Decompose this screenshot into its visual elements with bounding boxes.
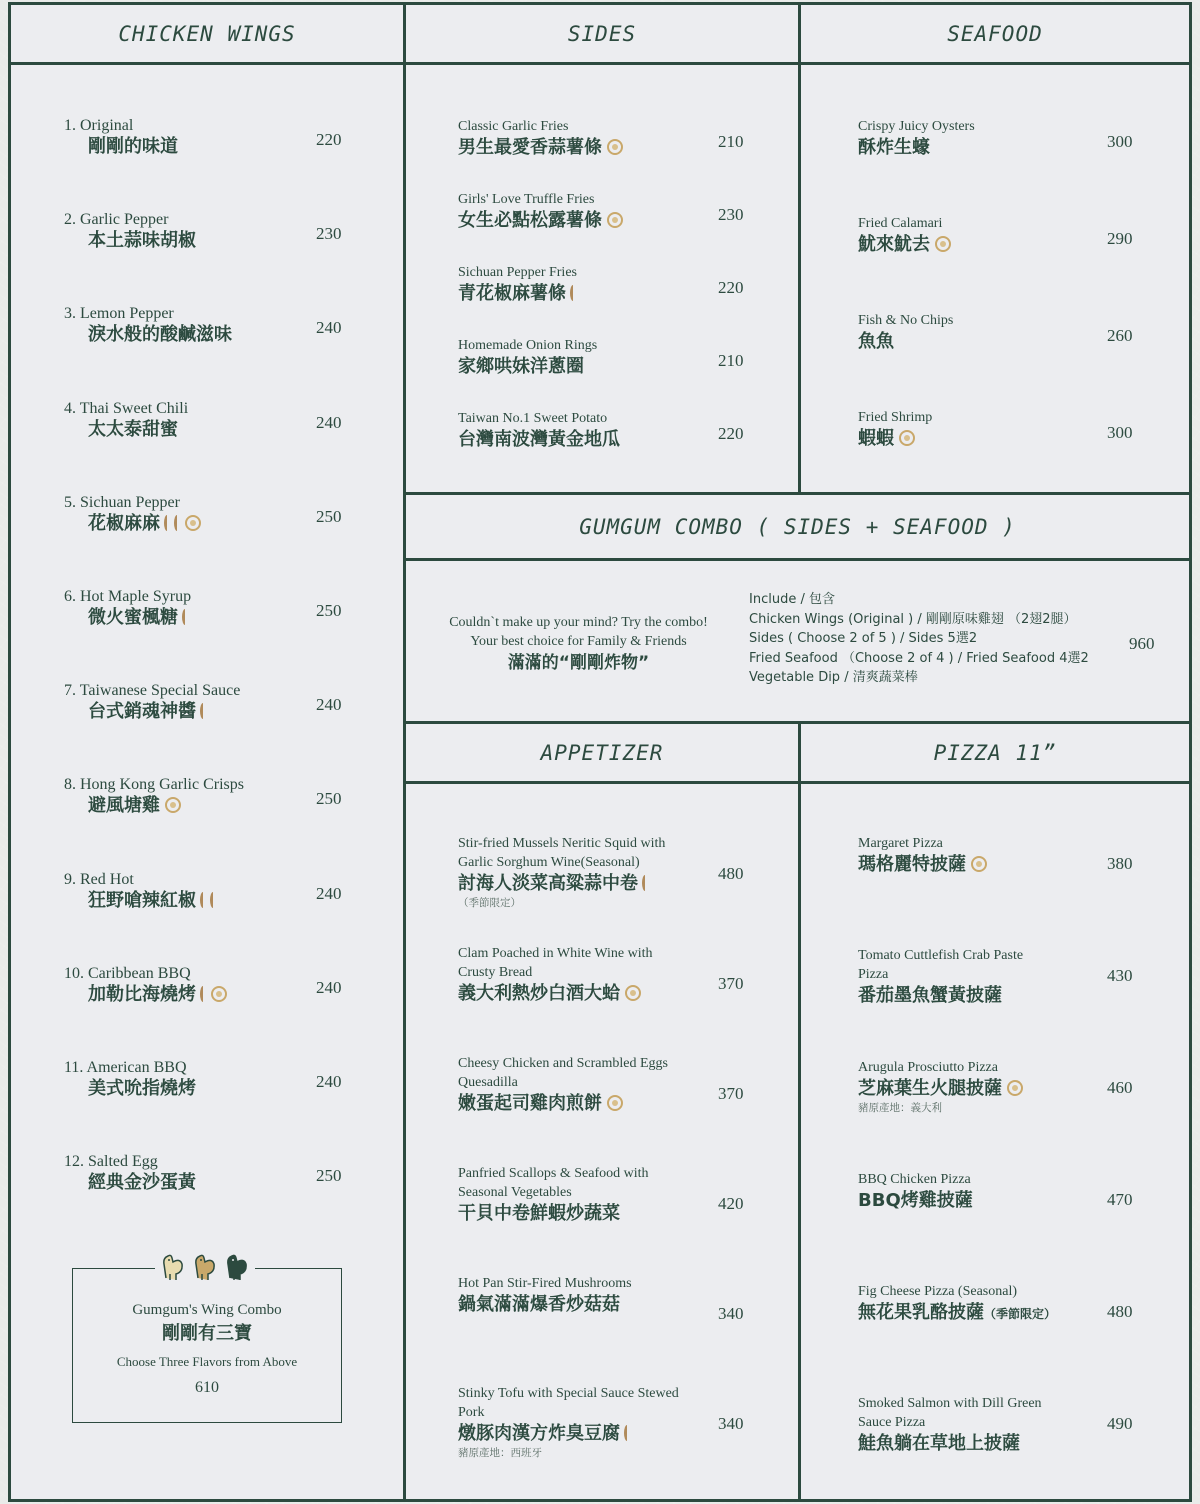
menu-item-name-zh-text: 義大利熱炒白酒大蛤 [458,983,620,1004]
menu-item-name-en: 2. Garlic Pepper [64,211,169,229]
menu-item-name-zh [88,794,403,818]
wing-combo-en: Gumgum's Wing Combo [132,1302,282,1318]
menu-item-name-zh [88,1077,403,1101]
menu-item-name-zh-text: 干貝中卷鮮蝦炒蔬菜 [458,1203,620,1224]
menu-item-name-zh [458,282,798,306]
menu-item-name-zh [88,135,403,159]
menu-item [458,336,798,379]
menu-item-price: 300 [1107,423,1133,442]
menu-item-price: 460 [1107,1078,1133,1097]
wing-combo-box [72,1268,342,1423]
recommended-icon [971,856,987,872]
menu-item-name-en: BBQ Chicken Pizza [858,1172,971,1187]
menu-item-name-en: Hot Pan Stir-Fired Mushrooms [458,1276,632,1291]
menu-item-name-zh [458,872,798,896]
menu-item [64,493,403,536]
menu-item [64,210,403,253]
menu-item-name-zh [88,1171,403,1195]
menu-item [458,409,798,452]
menu-item-name-zh [858,427,1189,451]
menu-item-name-zh [858,1189,1189,1213]
menu-item-price: 250 [316,506,342,526]
menu-item-name-zh-text: 酥炸生蠔 [858,137,930,158]
menu-item-price: 240 [316,695,342,715]
menu-item-name-zh [458,1202,798,1226]
appetizer-panel [403,721,801,1502]
menu-item-price: 220 [316,130,342,149]
menu-item-note: （季節限定） [984,1307,1057,1321]
menu-item [458,1164,798,1226]
menu-item [858,311,1189,354]
menu-item-name-zh [858,136,1189,160]
menu-item-name-zh-text: 瑪格麗特披薩 [858,854,966,875]
menu-item-price: 230 [316,224,342,244]
menu-item-name-zh-text: 微火蜜楓糖 [88,607,178,628]
menu-item [64,681,403,724]
menu-item-name-en: Fish & No Chips [858,313,954,328]
chili-icon [624,1425,630,1441]
menu-item-name-en: Girls' Love Truffle Fries [458,192,595,207]
menu-item-name-zh [88,229,403,253]
menu-item [858,214,1189,257]
menu-item-name-en: Fried Calamari [858,216,943,231]
menu-item-price: 340 [718,1414,744,1433]
menu-item-name-en: 12. Salted Egg [64,1153,158,1171]
combo-include-sides: Sides ( Choose 2 of 5 ) / Sides 5選2 [749,631,978,646]
sides-panel [403,2,801,495]
menu-item-name-en: Crispy Juicy Oysters [858,119,975,134]
combo-price: 960 [1129,634,1155,653]
menu-item-name-zh [88,418,403,442]
recommended-icon [935,236,951,252]
rooster-icons [155,1252,255,1286]
seafood-panel [798,2,1192,495]
menu-item-price: 430 [1107,966,1133,985]
menu-item [458,834,798,910]
appetizer-header: APPETIZER [406,724,798,784]
menu-item-price: 420 [718,1194,744,1213]
menu-item-name-zh [88,606,403,630]
menu-item [64,304,403,347]
menu-item-name-zh-text: 鍋氣滿滿爆香炒菇菇 [458,1294,620,1315]
menu-item [458,1054,798,1116]
menu-item [64,116,403,159]
menu-item-name-zh-text: 鮭魚躺在草地上披薩 [858,1433,1020,1454]
menu-item-name-zh-text: 剛剛的味道 [88,136,178,157]
menu-item-price: 250 [316,601,342,620]
rooster-icon [224,1252,250,1282]
menu-item [858,1394,1189,1456]
recommended-icon [185,515,201,531]
menu-item-price: 370 [718,1084,744,1103]
chili-icon [642,875,648,891]
menu-item-name-en: Panfried Scallops & Seafood with Seasonal Vegetables [458,1166,649,1200]
combo-includes [749,590,1109,688]
wing-combo-zh: 剛剛有三寶 [162,1323,252,1344]
menu-item-name-en: 6. Hot Maple Syrup [64,588,192,605]
menu-item-name-zh [458,209,798,233]
menu-item-name-en: Homemade Onion Rings [458,338,598,353]
menu-item-price: 240 [316,1072,342,1091]
menu-item-price: 240 [316,412,342,432]
menu-item-name-zh-text: 女生必點松露薯條 [458,210,602,231]
menu-item [458,190,798,233]
menu-item-name-zh [458,1422,798,1446]
menu-item-name-en: Smoked Salmon with Dill Green Sauce Pizza [858,1396,1042,1430]
pizza-header: PIZZA 11” [801,724,1189,784]
wing-combo-desc: Choose Three Flavors from Above [116,1354,298,1369]
menu-item [858,1058,1189,1115]
menu-item-name-en: Sichuan Pepper Fries [458,265,577,280]
menu-item-name-zh-text: 燉豚肉漢方炸臭豆腐 [458,1423,620,1444]
chili-icon [200,703,206,719]
pizza-panel [798,721,1192,1502]
menu-item-name-zh [858,853,1189,877]
menu-item [458,944,798,1006]
menu-item-name-en: 9. Red Hot [64,870,134,888]
combo-include-seafood: Fried Seafood （Choose 2 of 4 ) / Fried Seafood 4選2 [749,650,1089,666]
menu-item-price: 470 [1107,1190,1133,1209]
recommended-icon [607,139,623,155]
recommended-icon [625,985,641,1001]
menu-item [858,1170,1189,1213]
menu-item-note: 豬原產地：義大利 [858,1102,942,1114]
menu-item [858,946,1189,1008]
recommended-icon [607,212,623,228]
menu-item-name-en: 5. Sichuan Pepper [64,493,180,511]
menu-item-name-zh [458,1293,798,1317]
menu-item [458,1384,798,1460]
menu-item-price: 370 [718,974,744,993]
chili-icon [570,285,576,301]
wing-combo-price: 610 [195,1379,219,1396]
combo-pitch-zh: 滿滿的“剛剛炸物” [507,653,650,673]
menu-item-name-zh [858,1077,1189,1101]
menu-item-name-zh [858,233,1189,257]
rooster-icon [160,1252,186,1282]
menu-item-price: 210 [718,132,744,151]
menu-item-name-zh-text: 避風塘雞 [88,795,160,817]
menu-item-name-en: Margaret Pizza [858,836,943,851]
menu-item [858,117,1189,160]
menu-item-name-zh-text: 花椒麻麻 [88,512,160,534]
menu-item [858,1282,1189,1325]
menu-item-name-en: 8. Hong Kong Garlic Crisps [64,776,244,794]
chili-icon [164,515,170,531]
menu-item [458,117,798,160]
combo-body-panel [403,558,1192,724]
menu-item-price: 240 [316,883,342,903]
menu-item-price: 240 [316,318,342,338]
menu-item-name-en: Cheesy Chicken and Scrambled Eggs Quesadilla [458,1056,668,1090]
menu-item-price: 380 [1107,854,1133,873]
menu-item [64,1152,403,1195]
menu-item-name-zh [858,330,1189,354]
menu-item-note: （季節限定） [458,897,521,909]
menu-item-name-en: Arugula Prosciutto Pizza [858,1060,998,1075]
menu-item-name-en: Classic Garlic Fries [458,119,569,134]
seafood-header: SEAFOOD [801,5,1189,65]
menu-item-name-zh-text: 美式吮指燒烤 [88,1078,196,1099]
menu-item-price: 250 [316,1166,342,1186]
menu-item [64,399,403,442]
menu-item-name-zh [458,982,798,1006]
menu-item-name-en: Fried Shrimp [858,410,933,425]
menu-item-price: 260 [1107,326,1133,345]
menu-item-name-en: Fig Cheese Pizza (Seasonal) [858,1284,1018,1299]
menu-item-price: 220 [718,278,744,297]
menu-item [858,834,1189,877]
menu-item-name-zh-text: 台灣南波灣黃金地瓜 [458,429,620,450]
menu-item-name-zh-text: 狂野嗆辣紅椒 [88,889,196,911]
combo-pitch-line2: Your best choice for Family & Friends [470,634,687,649]
menu-item-price: 300 [1107,132,1133,151]
recommended-icon [607,1095,623,1111]
menu-item-name-zh [858,1432,1189,1456]
menu-item-name-zh-text: 加勒比海燒烤 [88,983,196,1005]
menu-item-name-zh-text: 太太泰甜蜜 [88,418,178,440]
menu-item-price: 220 [718,424,744,443]
menu-item-name-zh-text: 番茄墨魚蟹黃披薩 [858,985,1002,1006]
chili-icon [174,515,180,531]
menu-item-price: 250 [316,789,342,809]
menu-item [458,1274,798,1323]
menu-item-name-en: 11. American BBQ [64,1059,187,1076]
menu-item-price: 230 [718,205,744,224]
chicken-wings-header: CHICKEN WINGS [11,5,403,65]
menu-item-price: 480 [718,864,744,883]
menu-item-name-en: 4. Thai Sweet Chili [64,399,189,417]
menu-item-name-zh-text: 經典金沙蛋黃 [88,1172,196,1194]
menu-item-price: 290 [1107,229,1133,248]
menu-item-price: 340 [718,1304,744,1323]
menu-item-name-zh-text: 無花果乳酪披薩 [858,1302,984,1323]
combo-pitch-line1: Couldn`t make up your mind? Try the combo! [449,615,708,630]
menu-item-name-zh [88,512,403,536]
menu-item-name-en: 10. Caribbean BBQ [64,964,191,982]
chili-icon [210,892,216,908]
menu-item-name-zh-text: 本土蒜味胡椒 [88,230,196,252]
menu-item-name-zh [88,889,403,913]
menu-item-name-en: Stir-fried Mussels Neritic Squid with Garlic Sorghum Wine(Seasonal) [458,836,666,870]
menu-item-price: 210 [718,351,744,370]
menu-item-name-zh [858,984,1189,1008]
sides-header: SIDES [406,5,798,65]
menu-item-name-en: 3. Lemon Pepper [64,305,174,323]
menu-item [64,1058,403,1101]
menu-item-name-en: Stinky Tofu with Special Sauce Stewed Pork [458,1386,679,1420]
combo-include-veg: Vegetable Dip / 清爽蔬菜棒 [749,670,918,685]
combo-include-wings: Chicken Wings (Original ) / 剛剛原味雞翅 （2翅2腿） [749,611,1077,627]
menu-item-name-zh [458,428,798,452]
menu-item-name-zh [458,136,798,160]
menu-item-name-zh [88,323,403,347]
menu-item [858,408,1189,451]
menu-item-name-zh-text: BBQ烤雞披薩 [858,1190,973,1211]
menu-item-name-zh-text: 芝麻葉生火腿披薩 [858,1078,1002,1099]
recommended-icon [165,797,181,813]
menu-item-name-zh [458,355,798,379]
menu-item-name-zh-text: 討海人淡菜高粱蒜中卷 [458,873,638,894]
combo-include-label: Include / 包含 [749,592,835,607]
menu-item [458,263,798,306]
menu-item-name-zh [458,1092,798,1116]
menu-item-price: 480 [1107,1302,1133,1321]
recommended-icon [211,986,227,1002]
chili-icon [182,609,188,625]
menu-item-name-zh [858,1301,1189,1325]
menu-item-name-en: Taiwan No.1 Sweet Potato [458,411,608,426]
menu-item-name-zh-text: 台式銷魂神醬 [88,701,196,723]
menu-item-name-zh-text: 魷來魷去 [858,234,930,255]
recommended-icon [1007,1080,1023,1096]
menu-item-note: 豬原產地：西班牙 [458,1447,542,1459]
menu-item-price: 490 [1107,1414,1133,1433]
menu-item-name-zh-text: 青花椒麻薯條 [458,283,566,304]
combo-pitch [426,613,731,675]
menu-item [64,775,403,818]
menu-item-name-zh-text: 男生最愛香蒜薯條 [458,137,602,158]
menu-item-name-zh-text: 淚水般的酸鹹滋味 [88,324,232,346]
combo-header: GUMGUM COMBO ( SIDES + SEAFOOD ) [579,514,1016,539]
menu-item-name-en: Tomato Cuttlefish Crab Paste Pizza [858,948,1024,982]
chili-icon [200,892,206,908]
menu-item-name-zh-text: 家鄉哄妹洋蔥圈 [458,356,584,377]
menu-item-price: 240 [316,977,342,997]
menu-item-name-zh-text: 蝦蝦 [858,428,894,449]
menu-item-name-zh-text: 嫩蛋起司雞肉煎餅 [458,1093,602,1114]
menu-item [64,587,403,630]
menu-item [64,870,403,913]
menu-item-name-zh [88,983,403,1007]
menu-item [64,964,403,1007]
menu-item-name-en: Clam Poached in White Wine with Crusty Bread [458,946,653,980]
menu-item-name-en: 1. Original [64,117,134,134]
menu-item-name-en: 7. Taiwanese Special Sauce [64,682,241,700]
rooster-icon [192,1252,218,1282]
combo-header-panel [403,492,1192,561]
recommended-icon [899,430,915,446]
menu-item-name-zh [88,700,403,724]
chili-icon [200,986,206,1002]
menu-item-name-zh-text: 魚魚 [858,331,894,352]
